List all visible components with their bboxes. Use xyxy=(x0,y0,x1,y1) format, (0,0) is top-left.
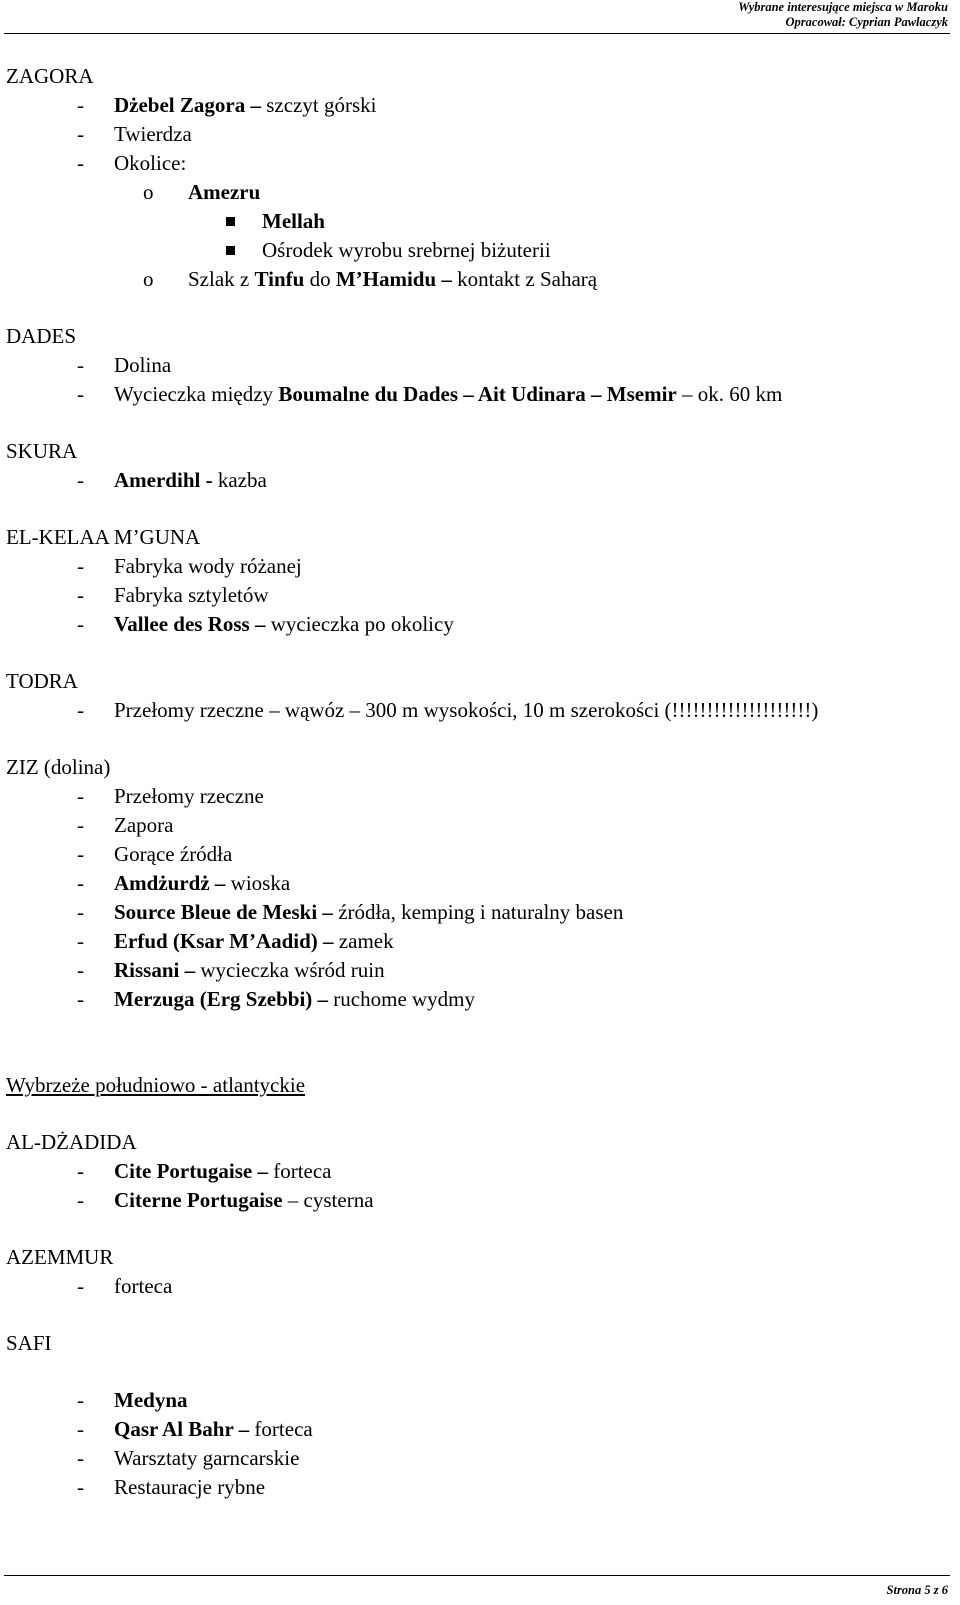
list-item xyxy=(6,1415,946,1444)
section-region xyxy=(6,1071,946,1100)
dash-marker: - xyxy=(77,929,84,953)
item-text: Fabryka sztyletów xyxy=(114,583,269,607)
list-item xyxy=(6,466,946,495)
list-item xyxy=(6,696,946,725)
section-title: EL-KELAA M’GUNA xyxy=(6,525,201,549)
item-name: Amezru xyxy=(188,180,261,204)
section-todra xyxy=(6,667,946,725)
sub-sub-item xyxy=(6,236,946,265)
item-desc: – ok. 60 km xyxy=(676,382,783,406)
list-item xyxy=(6,898,946,927)
section-title: ZIZ (dolina) xyxy=(6,755,111,779)
section-ziz xyxy=(6,753,946,1014)
circle-bullet-icon: o xyxy=(143,180,154,204)
sub-sub-item xyxy=(6,207,946,236)
list-item xyxy=(6,351,946,380)
section-title: AL-DŻADIDA xyxy=(6,1130,137,1154)
dash-marker: - xyxy=(77,554,84,578)
header-divider xyxy=(4,33,950,34)
list-item xyxy=(6,985,946,1014)
list-item xyxy=(6,581,946,610)
dash-marker: - xyxy=(77,151,84,175)
list-item xyxy=(6,91,946,120)
item-desc: forteca xyxy=(249,1417,313,1441)
square-bullet-icon xyxy=(226,246,235,255)
list-item xyxy=(6,149,946,178)
dash-marker: - xyxy=(77,1159,84,1183)
dash-marker: - xyxy=(77,93,84,117)
list-item xyxy=(6,956,946,985)
item-text: Okolice: xyxy=(114,151,187,175)
dash-marker: - xyxy=(77,871,84,895)
item-name: Amerdihl - xyxy=(114,468,213,492)
dash-marker: - xyxy=(77,1475,84,1499)
dash-marker: - xyxy=(77,382,84,406)
item-name: M’Hamidu – xyxy=(335,267,452,291)
item-name: Merzuga (Erg Szebbi) – xyxy=(114,987,329,1011)
dash-marker: - xyxy=(77,583,84,607)
item-name: Medyna xyxy=(114,1388,188,1412)
dash-marker: - xyxy=(77,900,84,924)
section-title: TODRA xyxy=(6,669,78,693)
item-text: Szlak z xyxy=(188,267,255,291)
item-name: Cite Portugaise – xyxy=(114,1159,268,1183)
list-item xyxy=(6,927,946,956)
header-author: Opracował: Cyprian Pawlaczyk xyxy=(785,15,948,29)
sub-item xyxy=(6,178,946,207)
list-item xyxy=(6,552,946,581)
item-text: Warsztaty garncarskie xyxy=(114,1446,300,1470)
dash-marker: - xyxy=(77,612,84,636)
section-azemmur xyxy=(6,1243,946,1301)
list-item xyxy=(6,840,946,869)
dash-marker: - xyxy=(77,122,84,146)
list-item xyxy=(6,1272,946,1301)
item-desc: wycieczka wśród ruin xyxy=(195,958,385,982)
item-text: Wycieczka między xyxy=(114,382,279,406)
list-item xyxy=(6,1444,946,1473)
dash-marker: - xyxy=(77,1274,84,1298)
section-al-dzadida xyxy=(6,1128,946,1215)
item-text: Restauracje rybne xyxy=(114,1475,266,1499)
section-title: SAFI xyxy=(6,1331,52,1355)
item-name: Source Bleue de Meski – xyxy=(114,900,333,924)
section-el-kelaa xyxy=(6,523,946,639)
item-desc: zamek xyxy=(333,929,394,953)
item-name: Qasr Al Bahr – xyxy=(114,1417,250,1441)
list-item xyxy=(6,811,946,840)
list-item xyxy=(6,1157,946,1186)
list-item xyxy=(6,1473,946,1502)
item-desc: kontakt z Saharą xyxy=(451,267,598,291)
list-item xyxy=(6,380,946,409)
item-text: Twierdza xyxy=(114,122,192,146)
section-dades xyxy=(6,322,946,409)
page-header xyxy=(448,0,948,30)
dash-marker: - xyxy=(77,842,84,866)
circle-bullet-icon: o xyxy=(143,267,154,291)
item-text: Zapora xyxy=(114,813,174,837)
list-item xyxy=(6,1386,946,1415)
item-name: Amdżurdż – xyxy=(114,871,226,895)
item-name: Rissani – xyxy=(114,958,196,982)
item-text: Przełomy rzeczne xyxy=(114,784,264,808)
dash-marker: - xyxy=(77,784,84,808)
item-name: Vallee des Ross – xyxy=(114,612,266,636)
list-item xyxy=(6,120,946,149)
item-text: Ośrodek wyrobu srebrnej biżuterii xyxy=(262,238,551,262)
item-desc: wioska xyxy=(225,871,291,895)
section-title: ZAGORA xyxy=(6,64,94,88)
item-name: Dżebel Zagora – xyxy=(114,93,261,117)
page-number: Strona 5 z 6 xyxy=(886,1583,948,1597)
dash-marker: - xyxy=(77,813,84,837)
dash-marker: - xyxy=(77,698,84,722)
item-desc: forteca xyxy=(267,1159,332,1183)
list-item xyxy=(6,1186,946,1215)
item-desc: ruchome wydmy xyxy=(328,987,476,1011)
sub-item xyxy=(6,265,946,294)
section-safi xyxy=(6,1329,946,1502)
item-name: Boumalne du Dades – Ait Udinara – Msemir xyxy=(278,382,677,406)
item-desc: źródła, kemping i naturalny basen xyxy=(332,900,624,924)
item-text: Gorące źródła xyxy=(114,842,233,866)
document-body xyxy=(6,62,946,1502)
section-title: AZEMMUR xyxy=(6,1245,114,1269)
item-name: Tinfu xyxy=(254,267,305,291)
section-skura xyxy=(6,437,946,495)
item-text: Fabryka wody różanej xyxy=(114,554,302,578)
header-title: Wybrane interesujące miejsca w Maroku xyxy=(738,0,948,14)
item-name: Citerne Portugaise xyxy=(114,1188,283,1212)
dash-marker: - xyxy=(77,987,84,1011)
section-title: DADES xyxy=(6,324,77,348)
item-text: Przełomy rzeczne – wąwóz – 300 m wysokości, 10 m szerokości (!!!!!!!!!!!!!!!!!!!!) xyxy=(114,698,819,722)
section-title: SKURA xyxy=(6,439,78,463)
square-bullet-icon xyxy=(226,217,235,226)
dash-marker: - xyxy=(77,958,84,982)
item-text: forteca xyxy=(114,1274,173,1298)
dash-marker: - xyxy=(77,468,84,492)
list-item xyxy=(6,782,946,811)
section-zagora xyxy=(6,62,946,294)
item-desc: – cysterna xyxy=(282,1188,374,1212)
item-text: Dolina xyxy=(114,353,172,377)
dash-marker: - xyxy=(77,1388,84,1412)
dash-marker: - xyxy=(77,1417,84,1441)
item-desc: kazba xyxy=(212,468,267,492)
item-name: Mellah xyxy=(262,209,325,233)
item-desc: szczyt górski xyxy=(260,93,377,117)
dash-marker: - xyxy=(77,1188,84,1212)
footer-divider xyxy=(4,1575,950,1576)
item-text: do xyxy=(304,267,336,291)
dash-marker: - xyxy=(77,1446,84,1470)
dash-marker: - xyxy=(77,353,84,377)
region-heading: Wybrzeże południowo - atlantyckie xyxy=(6,1073,306,1097)
item-desc: wycieczka po okolicy xyxy=(265,612,454,636)
list-item xyxy=(6,869,946,898)
item-name: Erfud (Ksar M’Aadid) – xyxy=(114,929,334,953)
list-item xyxy=(6,610,946,639)
